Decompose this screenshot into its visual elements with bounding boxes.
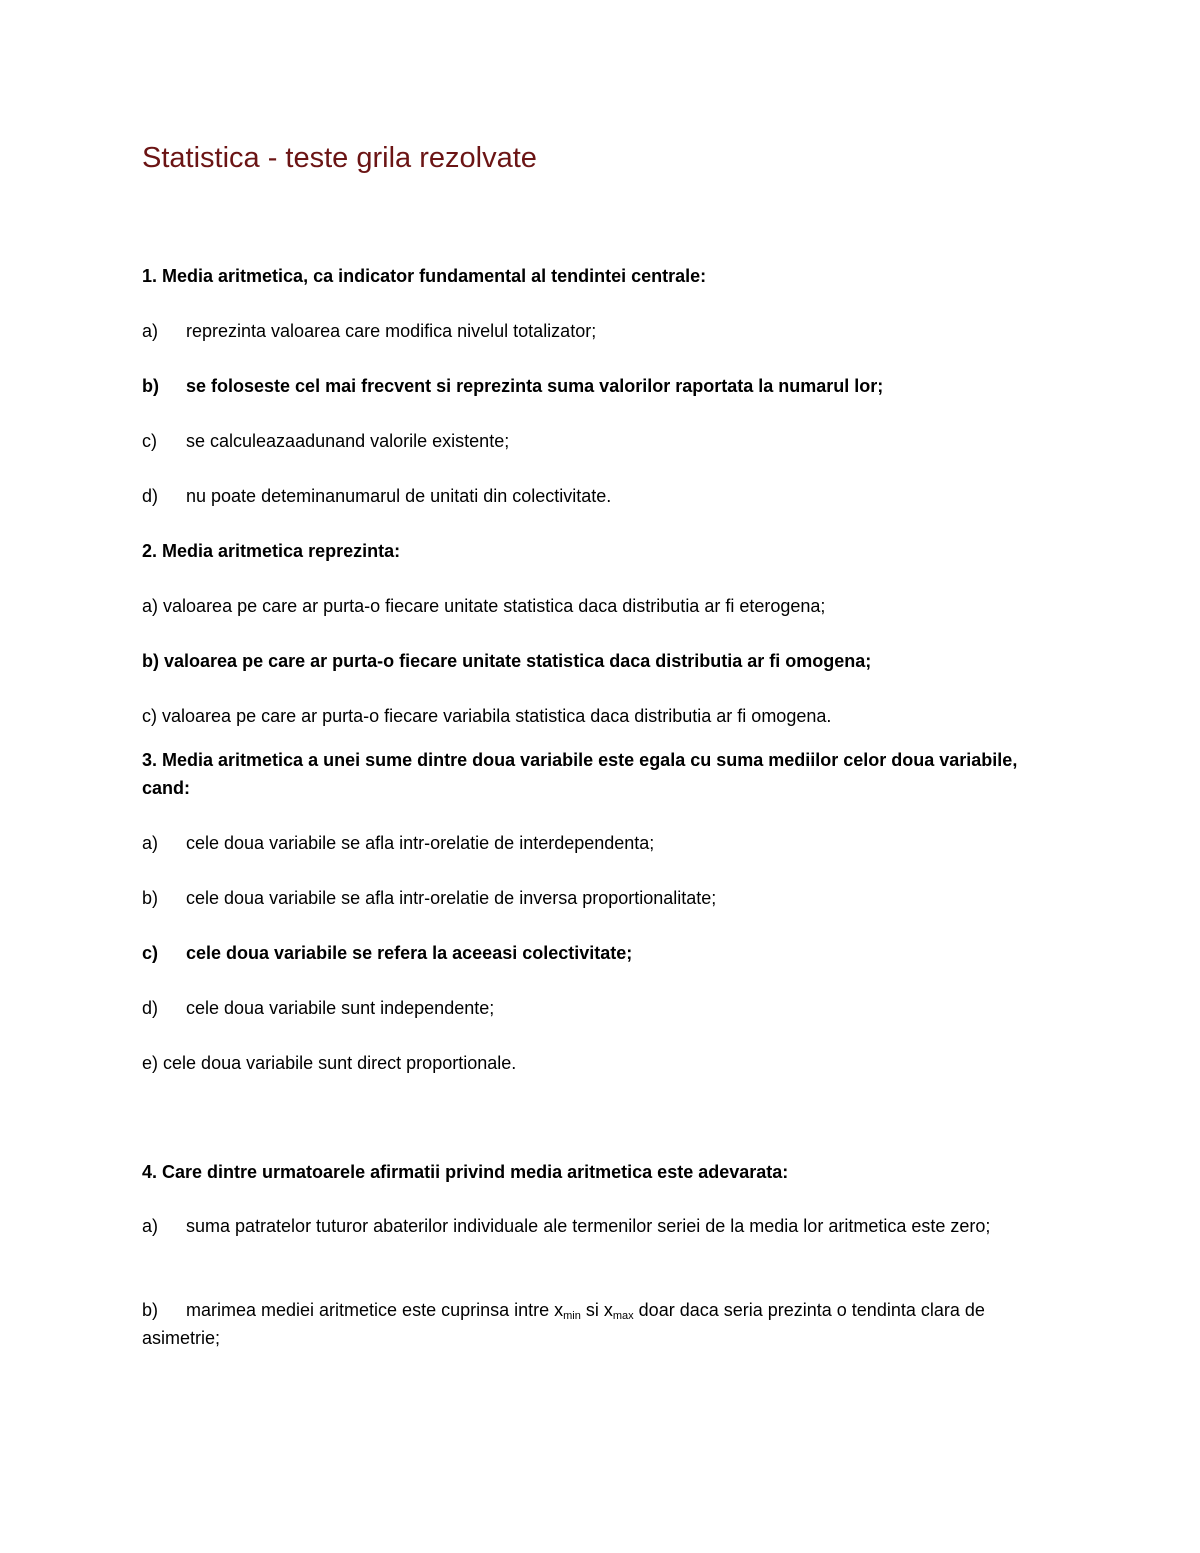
option-text: cele doua variabile se afla intr-orelatie de interdependenta; — [186, 833, 655, 853]
option-1d — [142, 482, 611, 510]
option-text: cele doua variabile se afla intr-orelatie de inversa proportionalitate; — [186, 888, 717, 908]
option-label: a) — [142, 833, 159, 853]
subscript-min: min — [563, 1310, 581, 1322]
option-label: b) — [142, 1300, 159, 1320]
question-1: 1. Media aritmetica, ca indicator fundamental al tendintei centrale: — [142, 266, 707, 286]
option-3b — [142, 884, 716, 912]
option-label: c) — [142, 431, 157, 451]
option-text: valoarea pe care ar purta-o fiecare unitate statistica daca distributia ar fi eterogena; — [163, 596, 826, 616]
option-text: reprezinta valoarea care modifica nivelul totalizator; — [186, 321, 597, 341]
option-label: a) — [142, 1216, 159, 1236]
option-2a — [142, 592, 825, 620]
option-text: suma patratelor tuturor abaterilor individuale ale termenilor seriei de la media lor aritmetica este zero; — [186, 1216, 991, 1236]
option-4b — [142, 1296, 1042, 1352]
option-label: b) — [142, 376, 159, 396]
option-4a — [142, 1212, 1042, 1240]
option-text-after: doar daca seria prezinta o tendinta clara de asimetrie; — [142, 1300, 985, 1348]
option-text: cele doua variabile se refera la aceeasi colectivitate; — [186, 943, 633, 963]
option-text: valoarea pe care ar purta-o fiecare variabila statistica daca distributia ar fi omogena. — [162, 706, 832, 726]
option-label: b) — [142, 651, 159, 671]
question-2: 2. Media aritmetica reprezinta: — [142, 541, 401, 561]
option-label: a) — [142, 321, 159, 341]
option-label: a) — [142, 596, 159, 616]
option-text: cele doua variabile sunt independente; — [186, 998, 495, 1018]
subscript-max: max — [612, 1310, 634, 1322]
option-1b-correct — [142, 372, 883, 400]
option-label: d) — [142, 998, 159, 1018]
option-text: se calculeazaadunand valorile existente; — [186, 431, 510, 451]
option-text: cele doua variabile sunt direct proportionale. — [163, 1053, 517, 1073]
option-3d — [142, 994, 494, 1022]
option-3a — [142, 829, 654, 857]
option-3c-correct — [142, 939, 632, 967]
option-label: d) — [142, 486, 159, 506]
page-title: Statistica - teste grila rezolvate — [142, 142, 537, 174]
option-2b-correct — [142, 647, 871, 675]
option-label: e) — [142, 1053, 159, 1073]
option-text-before: marimea mediei aritmetice este cuprinsa intre x — [186, 1300, 564, 1320]
option-text-mid: si x — [580, 1300, 613, 1320]
option-1a — [142, 317, 596, 345]
option-1c — [142, 427, 509, 455]
option-label: c) — [142, 706, 157, 726]
question-4: 4. Care dintre urmatoarele afirmatii privind media aritmetica este adevarata: — [142, 1162, 789, 1182]
option-text: se foloseste cel mai frecvent si reprezinta suma valorilor raportata la numarul lor; — [186, 376, 884, 396]
option-2c — [142, 702, 831, 730]
option-label: c) — [142, 943, 159, 963]
option-text: valoarea pe care ar purta-o fiecare unitate statistica daca distributia ar fi omogena; — [164, 651, 872, 671]
option-3e — [142, 1049, 516, 1077]
option-label: b) — [142, 888, 159, 908]
option-text: nu poate deteminanumarul de unitati din colectivitate. — [186, 486, 612, 506]
question-3: 3. Media aritmetica a unei sume dintre doua variabile este egala cu suma mediilor celor doua variabile, cand: — [142, 750, 1018, 798]
